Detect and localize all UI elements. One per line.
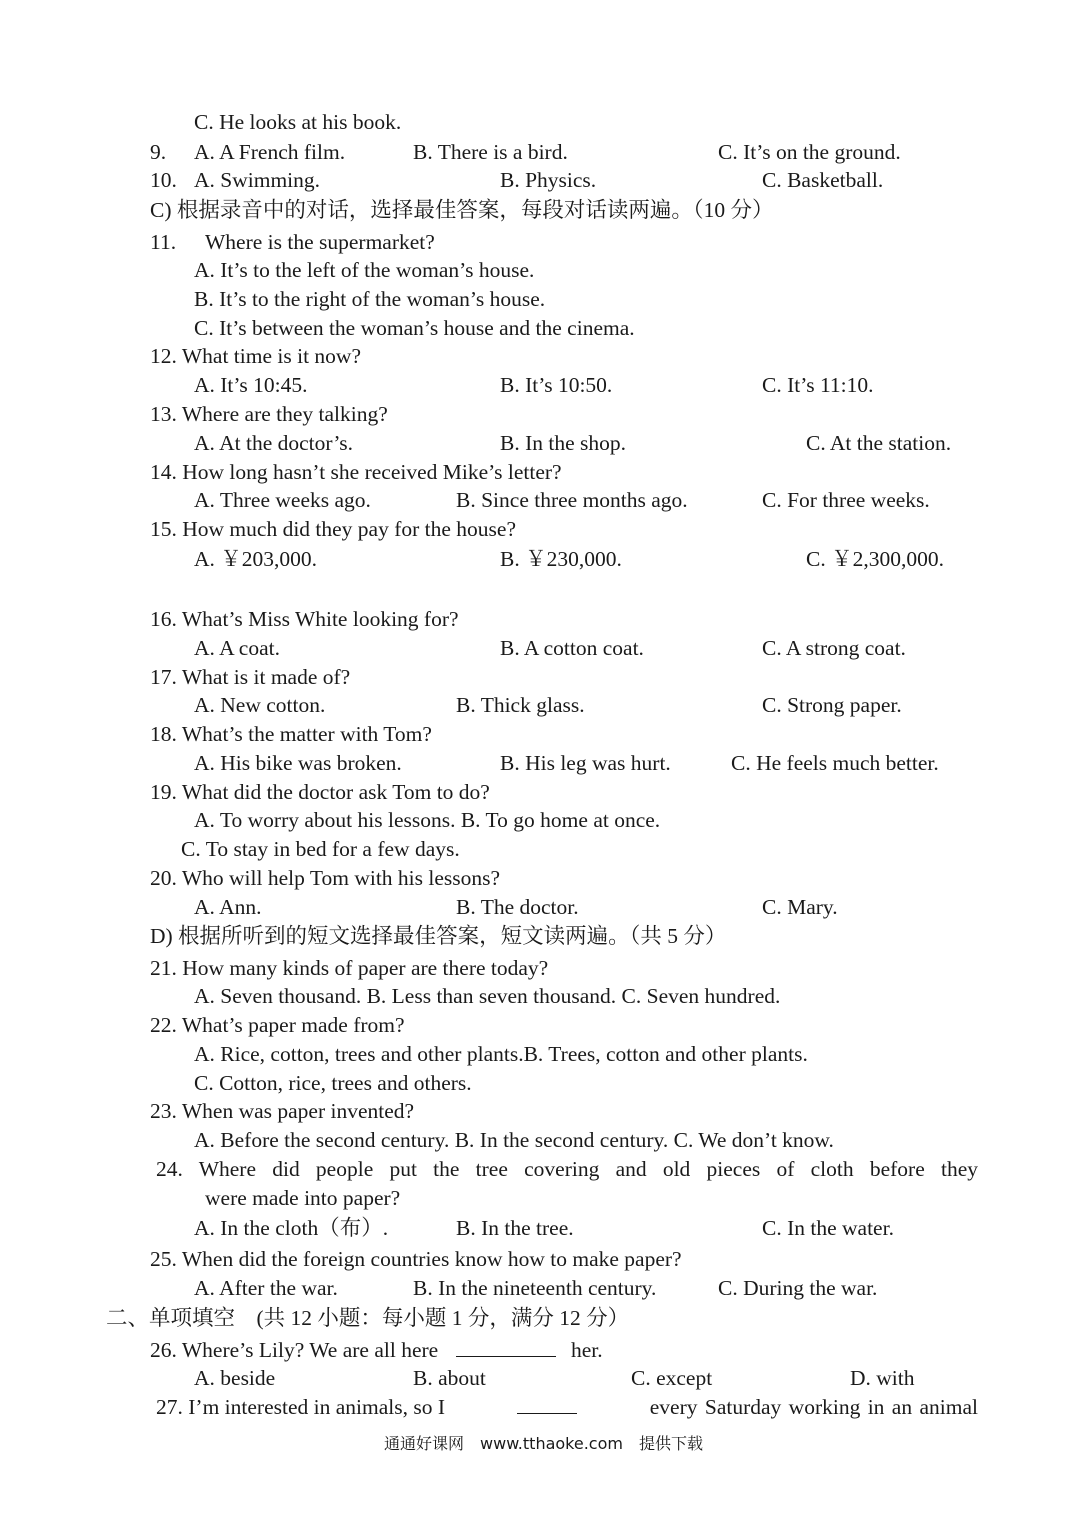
q18-option-b: B. His leg was hurt. xyxy=(500,751,671,775)
q26-text-after-blank: her. xyxy=(570,1338,603,1362)
q15-question: 15. How much did they pay for the house? xyxy=(150,517,517,541)
q16-option-a: A. A coat. xyxy=(194,636,280,660)
q13-question: 13. Where are they talking? xyxy=(150,402,388,426)
q10-option-a: A. Swimming. xyxy=(194,168,321,192)
q10-number: 10. xyxy=(150,168,177,192)
q8-option-c: C. He looks at his book. xyxy=(194,110,402,134)
q19-question: 19. What did the doctor ask Tom to do? xyxy=(150,780,490,804)
q15-option-a: A. ￥203,000. xyxy=(194,547,318,571)
q18-option-a: A. His bike was broken. xyxy=(194,751,402,775)
q24-option-b: B. In the tree. xyxy=(456,1216,574,1240)
section-c-heading: C) 根据录音中的对话，选择最佳答案，每段对话读两遍。（10 分） xyxy=(150,198,774,222)
q27-text-after-blank: every Saturday working in an animal xyxy=(649,1395,978,1419)
q19-options-ab: A. To worry about his lessons. B. To go home at once. xyxy=(194,808,661,832)
q24-option-a: A. In the cloth（布）. xyxy=(194,1216,389,1240)
q20-option-b: B. The doctor. xyxy=(456,895,579,919)
q12-option-b: B. It’s 10:50. xyxy=(500,373,613,397)
q12-option-a: A. It’s 10:45. xyxy=(194,373,308,397)
q22-options-ab: A. Rice, cotton, trees and other plants.B. Trees, cotton and other plants. xyxy=(194,1042,808,1066)
q26-option-a: A. beside xyxy=(194,1366,276,1390)
q14-option-a: A. Three weeks ago. xyxy=(194,488,371,512)
q23-question: 23. When was paper invented? xyxy=(150,1099,415,1123)
q9-number: 9. xyxy=(150,140,167,164)
q14-option-b: B. Since three months ago. xyxy=(456,488,688,512)
q17-question: 17. What is it made of? xyxy=(150,665,351,689)
section-d-heading: D) 根据所听到的短文选择最佳答案，短文读两遍。（共 5 分） xyxy=(150,924,727,948)
q12-option-c: C. It’s 11:10. xyxy=(762,373,874,397)
q11-text: Where is the supermarket? xyxy=(205,230,435,254)
q21-question: 21. How many kinds of paper are there today? xyxy=(150,956,549,980)
q15-option-c: C. ￥2,300,000. xyxy=(806,547,944,571)
q27-question xyxy=(156,1393,978,1420)
q9-option-c: C. It’s on the ground. xyxy=(718,140,901,164)
q20-option-c: C. Mary. xyxy=(762,895,838,919)
q21-options: A. Seven thousand. B. Less than seven thousand. C. Seven hundred. xyxy=(194,984,781,1008)
q10-option-c: C. Basketball. xyxy=(762,168,884,192)
q9-option-a: A. A French film. xyxy=(194,140,346,164)
q11-option-a: A. It’s to the left of the woman’s house. xyxy=(194,258,535,282)
q16-question: 16. What’s Miss White looking for? xyxy=(150,607,459,631)
q14-question: 14. How long hasn’t she received Mike’s letter? xyxy=(150,460,562,484)
q22-option-c: C. Cotton, rice, trees and others. xyxy=(194,1071,472,1095)
q11-option-b: B. It’s to the right of the woman’s house. xyxy=(194,287,546,311)
q27-answer-blank[interactable] xyxy=(517,1393,577,1414)
q23-options: A. Before the second century. B. In the second century. C. We don’t know. xyxy=(194,1128,834,1152)
q25-option-a: A. After the war. xyxy=(194,1276,338,1300)
q15-option-b: B. ￥230,000. xyxy=(500,547,622,571)
q12-question: 12. What time is it now? xyxy=(150,344,361,368)
q13-option-c: C. At the station. xyxy=(806,431,952,455)
q25-option-b: B. In the nineteenth century. xyxy=(413,1276,657,1300)
q26-question xyxy=(150,1336,603,1363)
q16-option-b: B. A cotton coat. xyxy=(500,636,644,660)
q17-option-a: A. New cotton. xyxy=(194,693,326,717)
q26-option-b: B. about xyxy=(413,1366,486,1390)
q18-question: 18. What’s the matter with Tom? xyxy=(150,722,432,746)
q11-number: 11. xyxy=(150,230,177,254)
q27-text-before-blank: 27. I’m interested in animals, so I xyxy=(156,1395,445,1419)
q19-option-c: C. To stay in bed for a few days. xyxy=(181,837,460,861)
q17-option-b: B. Thick glass. xyxy=(456,693,585,717)
q22-question: 22. What’s paper made from? xyxy=(150,1013,405,1037)
q24-question-line1: 24. Where did people put the tree covering and old pieces of cloth before they xyxy=(156,1157,978,1181)
q20-option-a: A. Ann. xyxy=(194,895,262,919)
q20-question: 20. Who will help Tom with his lessons? xyxy=(150,866,501,890)
section-2-heading: 二、单项填空 (共 12 小题：每小题 1 分，满分 12 分） xyxy=(106,1306,630,1330)
q13-option-a: A. At the doctor’s. xyxy=(194,431,354,455)
q14-option-c: C. For three weeks. xyxy=(762,488,930,512)
q25-question: 25. When did the foreign countries know how to make paper? xyxy=(150,1247,682,1271)
q18-option-c: C. He feels much better. xyxy=(731,751,939,775)
q26-option-d: D. with xyxy=(850,1366,915,1390)
q10-option-b: B. Physics. xyxy=(500,168,597,192)
q24-option-c: C. In the water. xyxy=(762,1216,894,1240)
q11-option-c: C. It’s between the woman’s house and the cinema. xyxy=(194,316,635,340)
q17-option-c: C. Strong paper. xyxy=(762,693,902,717)
page-footer: 通通好课网 www.tthaoke.com 提供下载 xyxy=(384,1434,703,1453)
q26-answer-blank[interactable] xyxy=(456,1336,556,1357)
q16-option-c: C. A strong coat. xyxy=(762,636,906,660)
q13-option-b: B. In the shop. xyxy=(500,431,627,455)
q24-question-line2: were made into paper? xyxy=(205,1186,401,1210)
q25-option-c: C. During the war. xyxy=(718,1276,878,1300)
q26-text-before-blank: 26. Where’s Lily? We are all here xyxy=(150,1338,439,1362)
q26-option-c: C. except xyxy=(631,1366,713,1390)
q9-option-b: B. There is a bird. xyxy=(413,140,568,164)
